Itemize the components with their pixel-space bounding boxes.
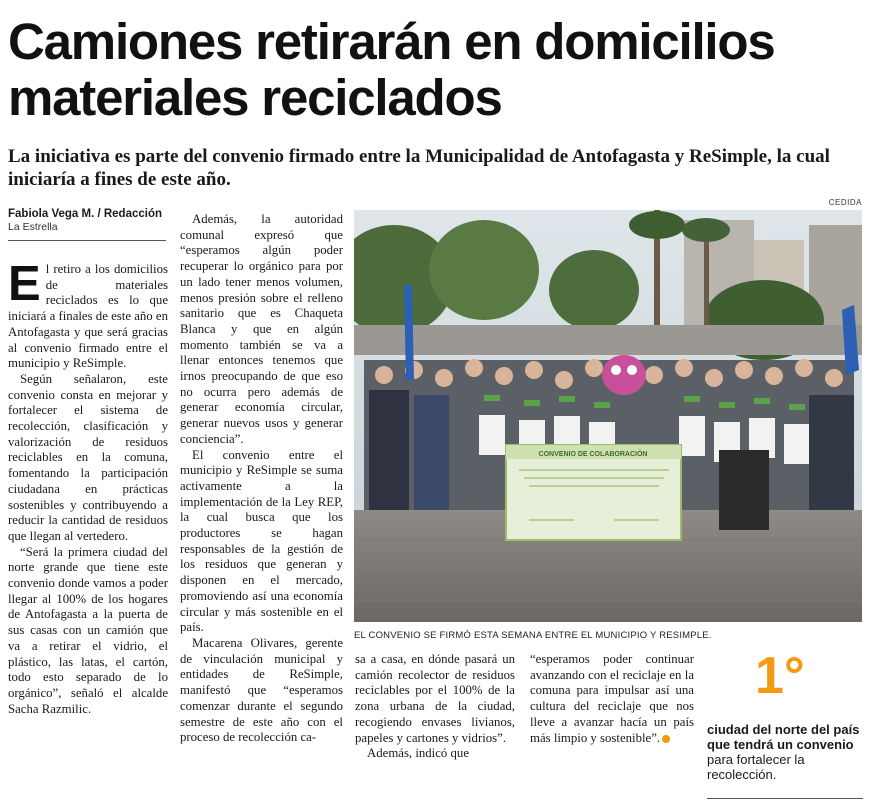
deck: La iniciativa es parte del convenio firmado entre la Municipalidad de Antofagasta y ReSimple, la cual iniciaría a fines de este año. — [8, 146, 830, 190]
paragraph: “Será la primera ciudad del norte grande que tiene este convenio donde vamos a poder llegar al 100% de los hogares de Antofagasta a la puerta de sus casas con un camión que va a retirar el vidrio, el plástico, las latas, el cartón, todo esto separado de lo orgánico”, señaló el alcalde Sacha Razmilic. — [8, 544, 168, 716]
end-mark-icon — [662, 735, 670, 743]
stat-rule — [707, 798, 863, 799]
article-column-4 — [530, 652, 694, 746]
paragraph: El convenio entre el municipio y ReSimple se suma activamente a la implementación de la Ley REP, la cual busca que los productores se hagan responsables de la gestión de los residuos que generan y disponen en el mercado, promoviendo así una economía circular y más sostenible en el país. — [180, 447, 343, 635]
paragraph — [530, 652, 694, 746]
photo-credit: CEDIDA — [828, 198, 862, 207]
article-column-1 — [8, 257, 168, 717]
byline-author: Fabiola Vega M. / Redacción — [8, 208, 163, 220]
byline-rule — [8, 240, 166, 241]
paragraph: Según señalaron, este convenio consta en mejorar y fortalecer el sistema de recolección, clasificación y valorización de residuos reciclables en la comuna, fomentando la participación ciudadana en prácticas sostenibles y contribuyendo a reducir la cantidad de residuos que llegan al vertedero. — [8, 371, 168, 543]
paragraph: sa a casa, en dónde pasará un camión recolector de residuos reciclables por el 100% de la zona urbana de la ciudad, recogiendo envases livianos, papeles y cartones y vidrios”. — [355, 652, 515, 745]
banner-title: CONVENIO DE COLABORACIÓN — [538, 451, 648, 458]
stat-text-rest: para fortalecer la recolección. — [707, 752, 805, 782]
stat-text — [707, 722, 863, 782]
byline-publication: La Estrella — [8, 221, 58, 233]
stat-number: 1° — [755, 647, 805, 705]
paragraph: Además, indicó que — [367, 746, 469, 761]
paragraph: Además, la autoridad comunal expresó que “esperamos algún poder recuperar lo orgánico para por un lado tener menos volumen, menos presión sobre el relleno sanitario que es Chaqueta Blanca y que en algún momento también se va a llenar entonces tenemos que irnos preocupando de que eso no ocurra pero además de generar economía circular, generar nuevos usos y generar conciencia”. — [180, 212, 343, 446]
lead-paragraph — [8, 257, 168, 372]
photo-illustration — [354, 210, 862, 622]
article-column-2 — [180, 212, 343, 746]
photo-caption: EL CONVENIO SE FIRMÓ ESTA SEMANA ENTRE EL MUNICIPIO Y RESIMPLE. — [354, 630, 712, 641]
dropcap: E — [8, 257, 41, 311]
stat-text-bold: ciudad del norte del país que tendrá un convenio — [707, 722, 860, 752]
byline — [8, 207, 168, 234]
closing-quote: “esperamos poder continuar avanzando con el reciclaje en la comuna para impulsar así una cultura del reciclaje que nos lleve a avanzar hacía un país más limpio y sostenible”. — [530, 652, 694, 745]
headline: Camiones retirarán en domicilios materiales reciclados — [8, 13, 775, 126]
event-photo — [354, 210, 862, 622]
article-column-3 — [355, 652, 515, 762]
paragraph: Macarena Olivares, gerente de vinculación municipal y entidades de ReSimple, manifestó que “esperamos comenzar durante el segundo semestre de este año con el proceso de recolección ca- — [180, 635, 343, 745]
lead-text: l retiro a los domicilios de materiales reciclados es lo que iniciará a finales de este año en Antofagasta y que será gracias al convenio firmado entre el municipio y ReSimple. — [8, 262, 168, 371]
